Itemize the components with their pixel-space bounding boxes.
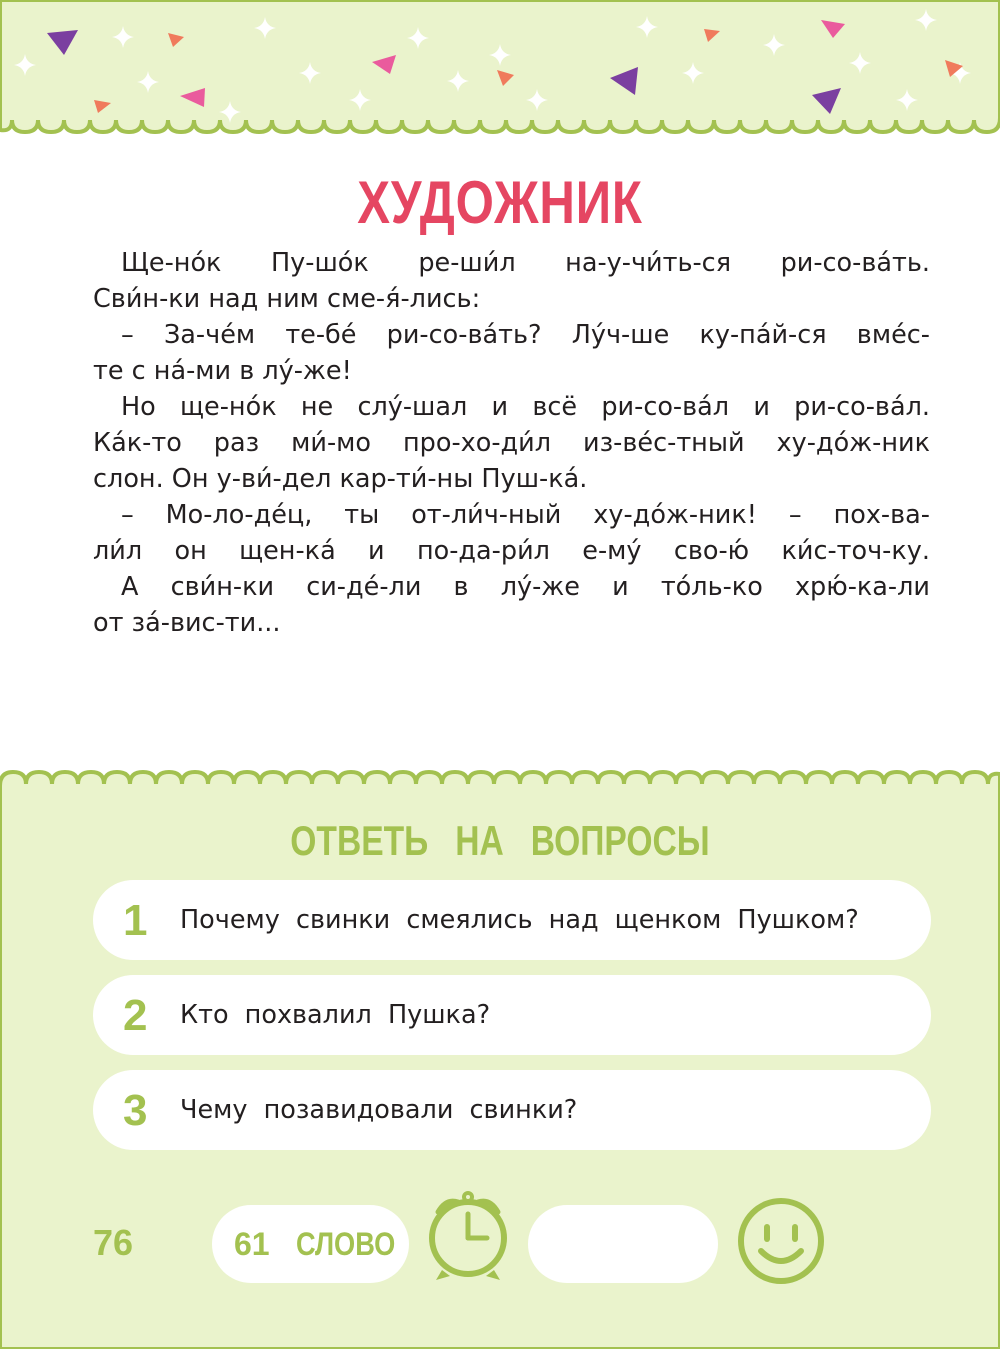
story-line: – Мо-ло-де́ц, ты от-ли́ч-ный ху-до́ж-ник! – пох-ва- bbox=[121, 500, 930, 530]
page-number: 76 bbox=[93, 1222, 134, 1263]
question-item bbox=[93, 975, 931, 1055]
story-line: Ще-но́к Пу-шо́к ре-ши́л на-у-чи́ть-ся ри-со-ва́ть. bbox=[121, 248, 930, 278]
question-text: Почему свинки смеялись над щенком Пушком? bbox=[180, 905, 859, 935]
story-line: Сви́н-ки над ним сме-я́-лись: bbox=[93, 284, 481, 314]
word-count: 61 bbox=[234, 1226, 270, 1262]
smiley-face-icon bbox=[737, 1197, 825, 1285]
story-text bbox=[93, 245, 930, 641]
question-text: Чему позавидовали свинки? bbox=[180, 1095, 578, 1125]
question-item bbox=[93, 1070, 931, 1150]
story-line: от за́-вис-ти... bbox=[93, 608, 281, 638]
word-unit: СЛОВО bbox=[296, 1226, 396, 1262]
story-title: ХУДОЖНИК bbox=[357, 169, 643, 236]
story-line: слон. Он у-ви́-дел кар-ти́-ны Пуш-ка́. bbox=[93, 464, 588, 494]
question-item bbox=[93, 880, 931, 960]
story-line: – За-че́м те-бе́ ри-со-ва́ть? Лу́ч-ше ку-па́й-ся вме́с- bbox=[121, 320, 930, 350]
question-text: Кто похвалил Пушка? bbox=[180, 1000, 491, 1030]
question-number: 3 bbox=[123, 1086, 148, 1135]
story-line: А сви́н-ки си-де́-ли в лу́-же и то́ль-ко хрю́-ка-ли bbox=[121, 572, 930, 602]
questions-title: ОТВЕТЬ НА ВОПРОСЫ bbox=[290, 817, 710, 864]
story-line: Ка́к-то раз ми́-мо про-хо-ди́л из-ве́с-тный ху-до́ж-ник bbox=[93, 428, 930, 458]
word-count-badge bbox=[212, 1205, 409, 1283]
question-number: 2 bbox=[123, 991, 148, 1040]
alarm-clock-icon bbox=[424, 1190, 512, 1282]
story-line: те с на́-ми в лу́-же! bbox=[93, 356, 352, 386]
time-input[interactable] bbox=[528, 1205, 718, 1283]
story-line: Но ще-но́к не слу́-шал и всё ри-со-ва́л и ри-со-ва́л. bbox=[121, 392, 930, 422]
question-number: 1 bbox=[123, 896, 148, 945]
story-line: ли́л он щен-ка́ и по-да-ри́л е-му́ сво-ю́ ки́с-точ-ку. bbox=[93, 536, 930, 566]
